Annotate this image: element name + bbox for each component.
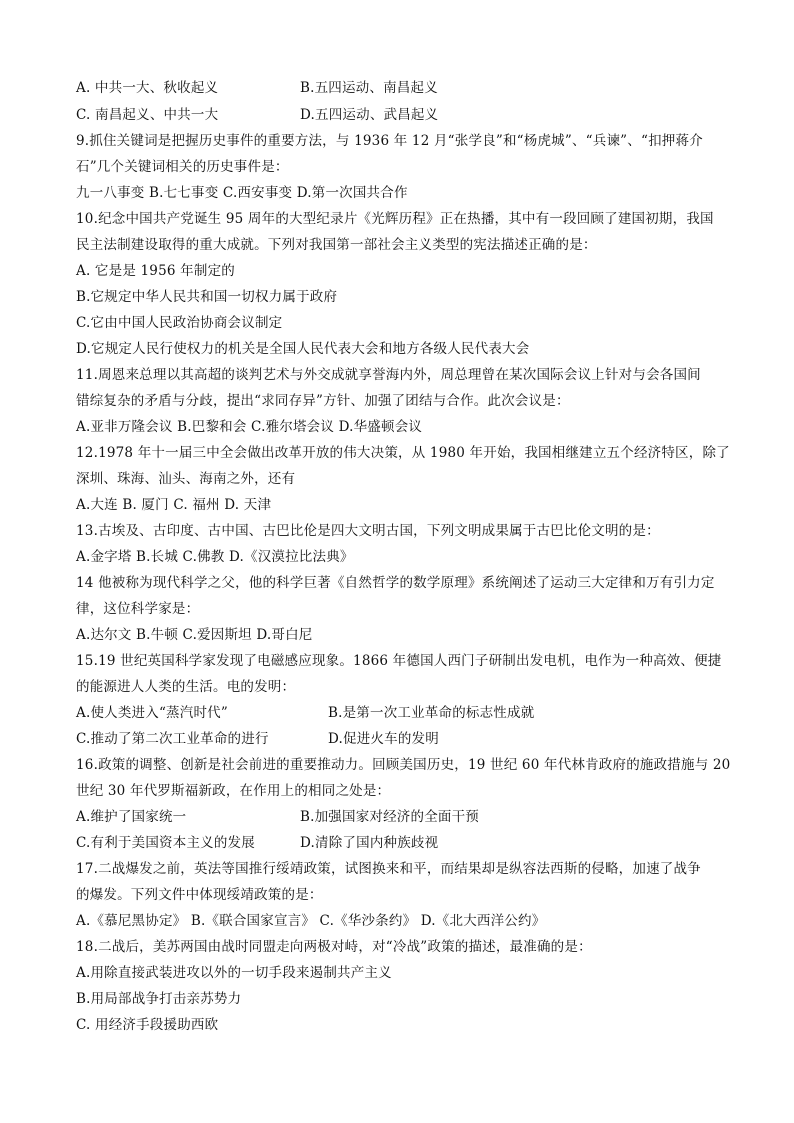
question-10-option-b: B.它规定中华人民共和国一切权力属于政府 <box>76 289 338 305</box>
question-15-option-b: B.是第一次工业革命的标志性成就 <box>328 705 535 721</box>
question-10-option-d: D.它规定人民行使权力的机关是全国人民代表大会和地方各级人民代表大会 <box>76 341 530 357</box>
question-10-text: 民主法制建设取得的重大成就。下列对我国第一部社会主义类型的宪法描述正确的是： <box>76 237 597 253</box>
question-11-text: 11.周恩来总理以其高超的谈判艺术与外交成就享誉海内外，周总理曾在某次国际会议上针对与会各国间 <box>76 367 701 383</box>
question-17-options: A.《慕尼黑协定》 B.《联合国家宣言》 C.《华沙条约》 D.《北大西洋公约》 <box>76 913 546 929</box>
question-18-option-b: B.用局部战争打击亲苏势力 <box>76 991 242 1007</box>
question-17-text: 17.二战爆发之前，英法等国推行绥靖政策，试图换来和平，而结果却是纵容法西斯的侵略，加速了战争 <box>76 861 701 877</box>
question-16-text: 16.政策的调整、创新是社会前进的重要推动力。回顾美国历史，19 世纪 60 年代林肯政府的施政措施与 20 <box>76 757 731 773</box>
question-15-option-c: C.推动了第二次工业革命的进行 <box>76 731 269 747</box>
question-15-text: 15.19 世纪英国科学家发现了电磁感应现象。1866 年德国人西门子研制出发电机，电作为一种高效、便捷 <box>76 653 722 669</box>
question-9-options: 九一八事变 B.七七事变 C.西安事变 D.第一次国共合作 <box>76 185 408 201</box>
question-18-option-a: A.用除直接武装进攻以外的一切手段来遏制共产主义 <box>76 965 392 981</box>
question-15-option-d: D.促进火车的发明 <box>328 731 439 747</box>
question-15-option-a: A.使人类进入“蒸汽时代” <box>76 705 228 721</box>
question-10-text: 10.纪念中国共产党诞生 95 周年的大型纪录片《光辉历程》正在热播，其中有一段回顾了建国初期，我国 <box>76 211 714 227</box>
question-14-options: A.达尔文 B.牛顿 C.爱因斯坦 D.哥白尼 <box>76 627 313 643</box>
question-13-text: 13.古埃及、古印度、古中国、古巴比伦是四大文明古国，下列文明成果属于古巴比伦文明的是： <box>76 523 660 539</box>
question-16-option-b: B.加强国家对经济的全面干预 <box>300 809 480 825</box>
option-line: D.五四运动、武昌起义 <box>300 107 439 123</box>
question-12-text: 12.1978 年十一届三中全会做出改革开放的伟大决策，从 1980 年开始，我国相继建立五个经济特区，除了 <box>76 445 730 461</box>
option-line: C. 南昌起义、中共一大 <box>76 107 219 123</box>
question-11-options: A.亚非万隆会议 B.巴黎和会 C.雅尔塔会议 D.华盛顿会议 <box>76 419 423 435</box>
question-12-options: A.大连 B. 厦门 C. 福州 D. 天津 <box>76 497 272 513</box>
question-15-text: 的能源进人人类的生活。电的发明： <box>76 679 296 695</box>
question-16-option-a: A.维护了国家统一 <box>76 809 187 825</box>
option-line: A. 中共一大、秋收起义 <box>76 80 219 96</box>
question-14-text: 律，这位科学家是： <box>76 601 200 617</box>
question-17-text: 的爆发。下列文件中体现绥靖政策的是： <box>76 887 323 903</box>
question-12-text: 深圳、珠海、汕头、海南之外，还有 <box>76 471 296 487</box>
question-10-option-a: A. 它是是 1956 年制定的 <box>76 263 235 279</box>
question-11-text: 错综复杂的矛盾与分歧，提出“求同存异”方针、加强了团结与合作。此次会议是： <box>76 393 570 409</box>
question-16-option-c: C.有利于美国资本主义的发展 <box>76 835 255 851</box>
question-10-option-c: C.它由中国人民政治协商会议制定 <box>76 315 283 331</box>
question-18-option-c: C. 用经济手段援助西欧 <box>76 1017 219 1033</box>
question-9-text: 石”几个关键词相关的历史事件是： <box>76 159 289 175</box>
question-13-options: A.金字塔 B.长城 C.佛教 D.《汉漠拉比法典》 <box>76 549 354 565</box>
question-16-text: 世纪 30 年代罗斯福新政，在作用上的相同之处是： <box>76 783 391 799</box>
question-18-text: 18.二战后，美苏两国由战时同盟走向两极对峙，对“冷战”政策的描述，最准确的是： <box>76 939 592 955</box>
option-line: B.五四运动、南昌起义 <box>300 80 438 96</box>
question-16-option-d: D.清除了国内种族歧视 <box>300 835 439 851</box>
question-9-text: 9.抓住关键词是把握历史事件的重要方法，与 1936 年 12 月“张学良”和“杨虎城”、“兵谏”、“扣押蒋介 <box>76 133 703 149</box>
question-14-text: 14 他被称为现代科学之父，他的科学巨著《自然哲学的数学原理》系统阐述了运动三大定律和万有引力定 <box>76 575 715 591</box>
